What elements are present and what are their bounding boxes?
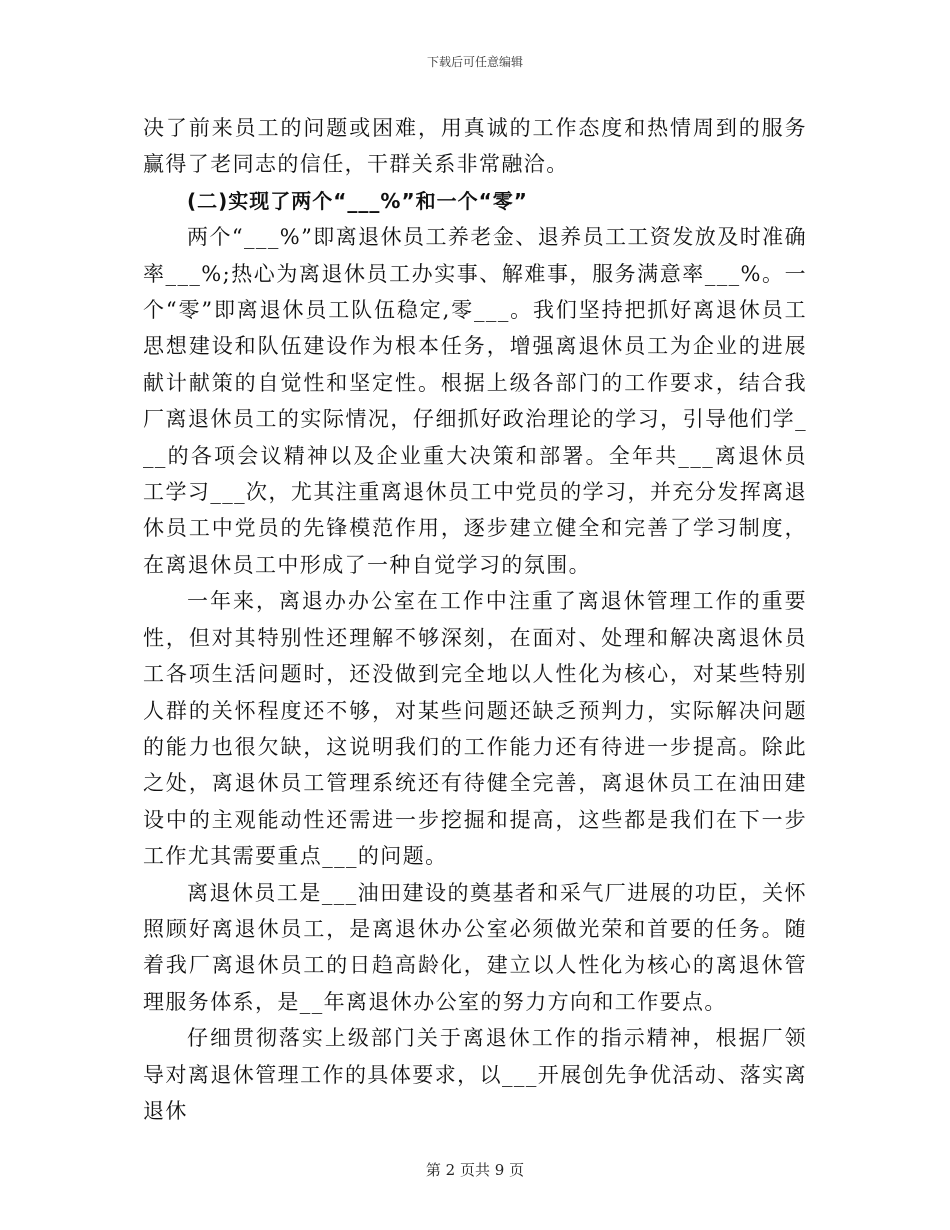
paragraph: 两个“___%”即离退休员工养老金、退养员工工资发放及时准确率___%;热心为离退休员工办实事、解难事，服务满意率___%。一个“零”即离退休员工队伍稳定,零___。我们坚持把抓好离退休员工思想建设和队伍建设作为根本任务，增强离退休员工为企业的进展献计献策的自觉性和坚定性。根据上级各部门的工作要求，结合我厂离退休员工的实际情况，仔细抓好政治理论的学习，引导他们学___的各项会议精神以及企业重大决策和部署。全年共___离退休员工学习___次，尤其注重离退休员工中党员的学习，并充分发挥离退休员工中党员的先锋模范作用，逐步建立健全和完善了学习制度，在离退休员工中形成了一种自觉学习的氛围。 bbox=[143, 225, 807, 577]
document-body bbox=[143, 110, 807, 1129]
paragraph: 一年来，离退办办公室在工作中注重了离退休管理工作的重要性，但对其特别性还理解不够深刻，在面对、处理和解决离退休员工各项生活问题时，还没做到完全地以人性化为核心，对某些特别人群的关怀程度还不够，对某些问题还缺乏预判力，实际解决问题的能力也很欠缺，这说明我们的工作能力还有待进一步提高。除此之处，离退休员工管理系统还有待健全完善，离退休员工在油田建设中的主观能动性还需进一步挖掘和提高，这些都是我们在下一步工作尤其需要重点___的问题。 bbox=[143, 589, 807, 869]
section-heading: (二)实现了两个“___%”和一个“零” bbox=[187, 188, 528, 213]
paragraph: 仔细贯彻落实上级部门关于离退休工作的指示精神，根据厂领导对离退休管理工作的具体要求，以___开展创先争优活动、落实离退休 bbox=[143, 1026, 807, 1123]
page-footer: 第 2 页共 9 页 bbox=[425, 1161, 525, 1179]
paragraph-continuation: 决了前来员工的问题或困难，用真诚的工作态度和热情周到的服务赢得了老同志的信任，干群关系非常融洽。 bbox=[143, 116, 807, 177]
page-header: 下载后可任意编辑 bbox=[426, 55, 523, 69]
paragraph: 离退休员工是___油田建设的奠基者和采气厂进展的功臣，关怀照顾好离退休员工，是离退休办公室必须做光荣和首要的任务。随着我厂离退休员工的日趋高龄化，建立以人性化为核心的离退休管理服务体系，是__年离退休办公室的努力方向和工作要点。 bbox=[143, 880, 807, 1014]
